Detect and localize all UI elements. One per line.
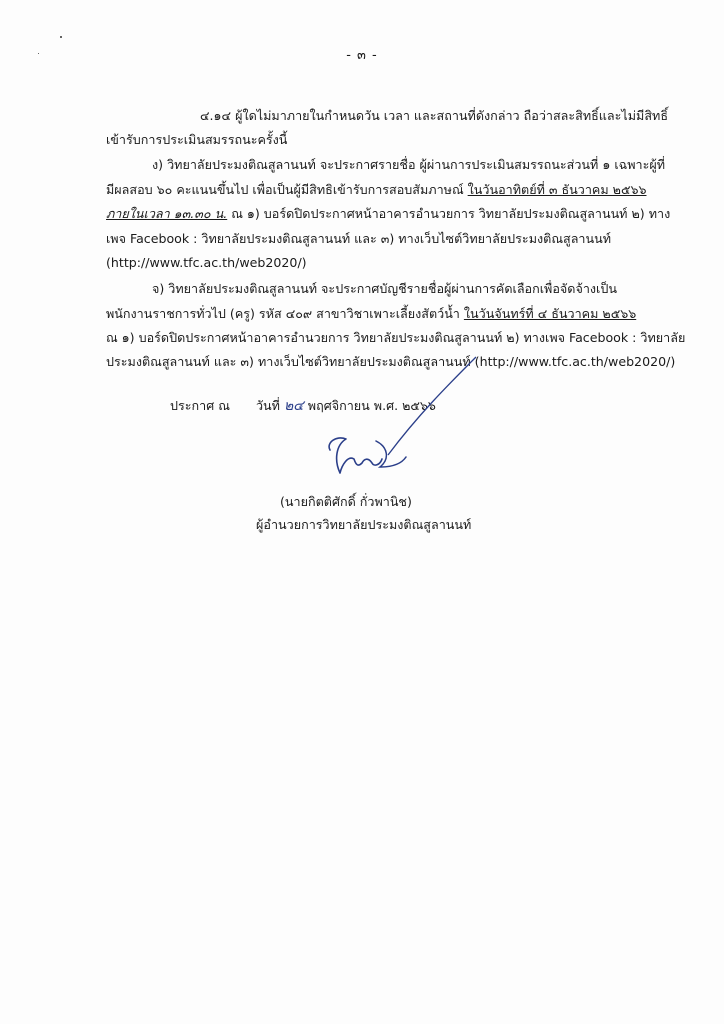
paragraph-ng-line-5: (http://www.tfc.ac.th/web2020/) [106,255,307,270]
announce-day-label: วันที่ [255,398,280,413]
paragraph-ch-line-2-text: พนักงานราชการทั่วไป (ครู) รหัส ๔๐๙ สาขาวิชาเพาะเลี้ยงสัตว์น้ำ [106,306,464,321]
paragraph-ch-line-4: ประมงติณสูลานนท์ และ ๓) ทางเว็บไซต์วิทยาลัยประมงติณสูลานนท์ (http://www.tfc.ac.th/web2020/) [106,354,676,369]
announce-month-year: พฤศจิกายน พ.ศ. ๒๕๖๖ [307,398,436,413]
interview-date: ในวันอาทิตย์ที่ ๓ ธันวาคม ๒๕๖๖ [467,182,647,197]
paragraph-ng-line-2-text: มีผลสอบ ๖๐ คะแนนขึ้นไป เพื่อเป็นผู้มีสิทธิเข้ารับการสอบสัมภาษณ์ [106,182,468,197]
paragraph-ch-line-2 [106,305,636,323]
paragraph-4-14-line-1: ๔.๑๔ ผู้ใดไม่มาภายในกำหนดวัน เวลา และสถานที่ดังกล่าว ถือว่าสละสิทธิ์และไม่มีสิทธิ์ [200,108,669,123]
announce-day-value: ๒๔ [283,398,304,414]
page-number: - ๓ - [346,48,378,63]
signer-title: ผู้อำนวยการวิทยาลัยประมงติณสูลานนท์ [256,517,472,532]
paragraph-ng-line-4: เพจ Facebook : วิทยาลัยประมงติณสูลานนท์ และ ๓) ทางเว็บไซต์วิทยาลัยประมงติณสูลานนท์ [106,231,611,246]
scan-speck [60,36,62,38]
paragraph-ng-line-3 [106,205,670,223]
paragraph-ch-line-1: จ) วิทยาลัยประมงติณสูลานนท์ จะประกาศบัญชีรายชื่อผู้ผ่านการคัดเลือกเพื่อจัดจ้างเป็น [152,281,617,296]
handwritten-signature [318,355,478,485]
interview-time: ภายในเวลา ๑๓.๓๐ น. [106,206,228,221]
paragraph-ng-line-2 [106,181,646,199]
signer-name: (นายกิตติศักดิ์ กั่วพานิช) [280,494,412,509]
paragraph-ng-line-1: ง) วิทยาลัยประมงติณสูลานนท์ จะประกาศรายชื่อ ผู้ผ่านการประเมินสมรรถนะส่วนที่ ๑ เฉพาะผู้ที่ [152,157,666,172]
paragraph-ng-line-3-text: ณ ๑) บอร์ดปิดประกาศหน้าอาคารอำนวยการ วิทยาลัยประมงติณสูลานนท์ ๒) ทาง [227,206,671,221]
paragraph-ch-line-3: ณ ๑) บอร์ดปิดประกาศหน้าอาคารอำนวยการ วิทยาลัยประมงติณสูลานนท์ ๒) ทางเพจ Facebook : วิทยาลัย [106,330,686,345]
announce-prefix: ประกาศ ณ [170,398,230,413]
result-date: ในวันจันทร์ที่ ๔ ธันวาคม ๒๕๖๖ [463,306,637,321]
paragraph-4-14-line-2: เข้ารับการประเมินสมรรถนะครั้งนี้ [106,132,288,147]
